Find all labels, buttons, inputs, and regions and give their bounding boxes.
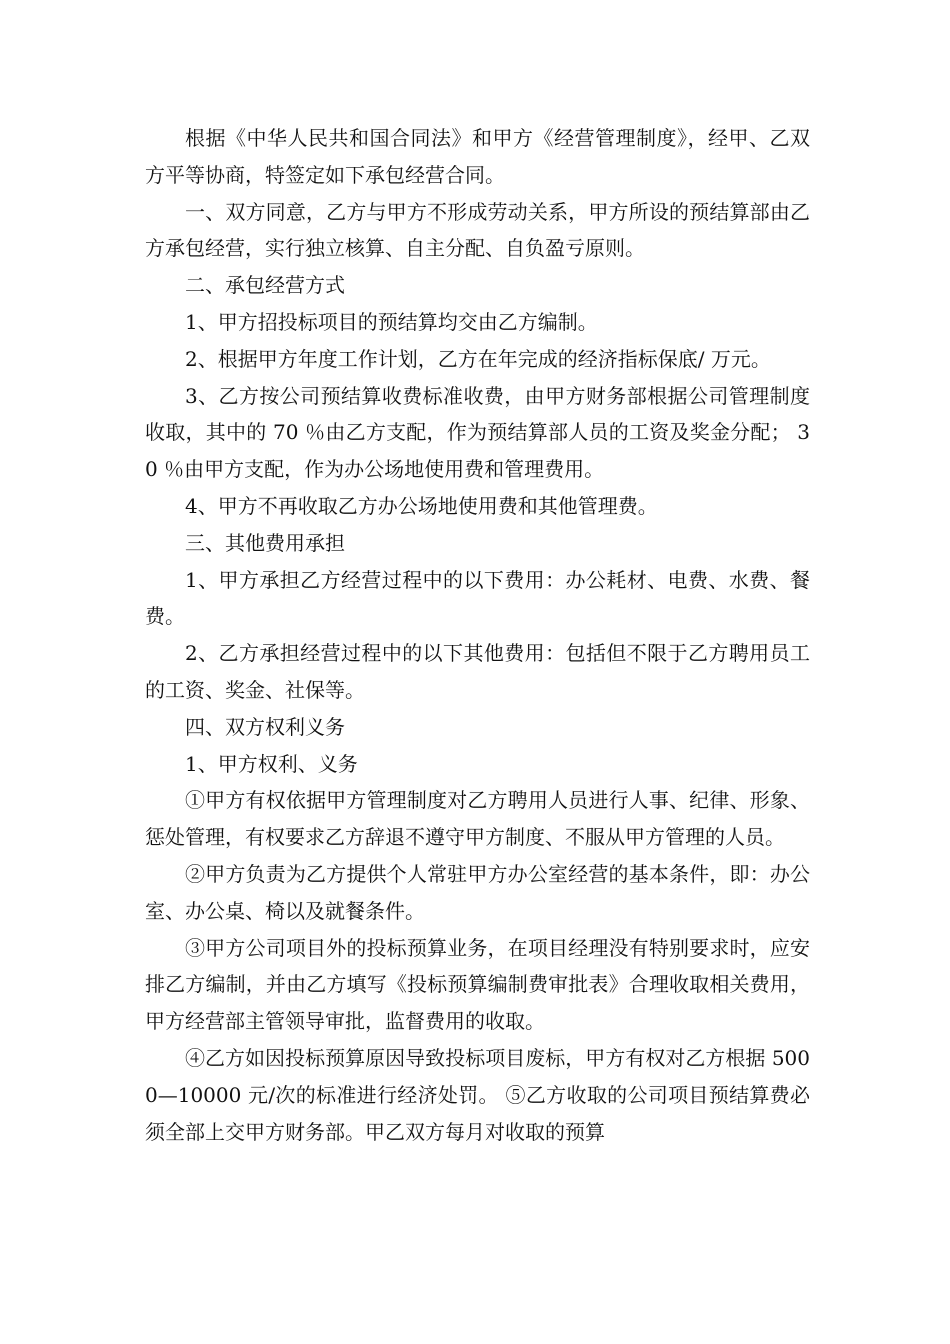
paragraph-4-1-item-1: ①甲方有权依据甲方管理制度对乙方聘用人员进行人事、纪律、形象、惩处管理，有权要求乙方辞退不遵守甲方制度、不服从甲方管理的人员。 [145,788,810,850]
heading-clause-2: 二、承包经营方式 [185,273,345,298]
paragraph-3-2: 2、乙方承担经营过程中的以下其他费用：包括但不限于乙方聘用员工的工资、奖金、社保等。 [145,641,810,702]
paragraph-4-1-item-4-5: ④乙方如因投标预算原因导致投标项目废标，甲方有权对乙方根据 5000—10000 元/次的标准进行经济处罚。 ⑤乙方收取的公司项目预结算费必须全部上交甲方财务部。甲乙双方每月对收取的预算 [145,1045,810,1144]
paragraph-clause-1: 一、双方同意，乙方与甲方不形成劳动关系，甲方所设的预结算部由乙方承包经营，实行独立核算、自主分配、自负盈亏原则。 [145,199,810,261]
paragraph-2-1: 1、甲方招投标项目的预结算均交由乙方编制。 [185,309,598,334]
heading-clause-3: 三、其他费用承担 [185,530,345,555]
heading-4-1: 1、甲方权利、义务 [185,751,358,776]
paragraph-4-1-item-3: ③甲方公司项目外的投标预算业务，在项目经理没有特别要求时，应安排乙方编制，并由乙方填写《投标预算编制费审批表》合理收取相关费用，甲方经营部主管领导审批，监督费用的收取。 [145,935,810,1034]
paragraph-preamble: 根据《中华人民共和国合同法》和甲方《经营管理制度》，经甲、乙双方平等协商，特签定如下承包经营合同。 [145,126,810,187]
paragraph-4-1-item-2: ②甲方负责为乙方提供个人常驻甲方办公室经营的基本条件，即：办公室、办公桌、椅以及就餐条件。 [145,861,810,923]
paragraph-2-3: 3、乙方按公司预结算收费标准收费，由甲方财务部根据公司管理制度收取，其中的 70 ％由乙方支配，作为预结算部人员的工资及奖金分配； 30 ％由甲方支配，作为办公场地使用费和管理费用。 [145,383,810,482]
paragraph-2-2: 2、根据甲方年度工作计划，乙方在年完成的经济指标保底/ 万元。 [185,346,771,371]
paragraph-3-1: 1、甲方承担乙方经营过程中的以下费用：办公耗材、电费、水费、餐费。 [145,567,810,629]
document-page [145,120,810,1150]
paragraph-2-4: 4、甲方不再收取乙方办公场地使用费和其他管理费。 [185,493,658,518]
heading-clause-4: 四、双方权利义务 [185,714,345,739]
